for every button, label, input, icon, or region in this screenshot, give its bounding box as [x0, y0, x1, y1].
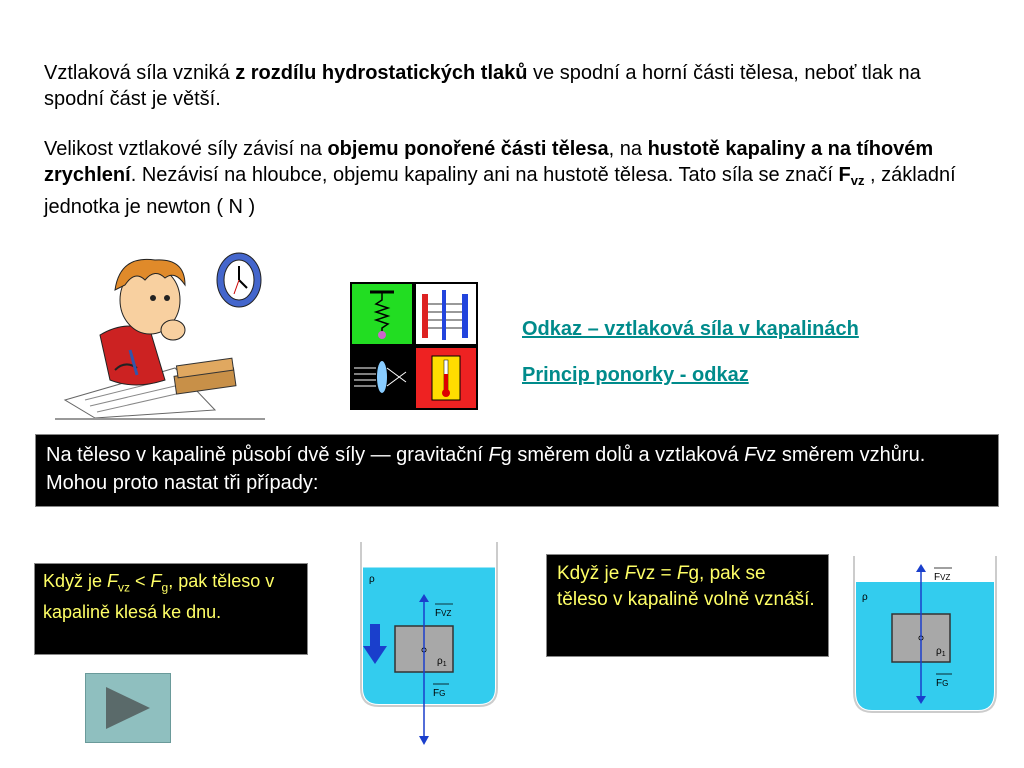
- mag-text-4: , základní jednotka je newton ( N ): [44, 164, 956, 218]
- fvz-label: FVZ: [435, 608, 452, 619]
- mag-bold-2: hustotě kapaliny a na tíhovém zrychlení: [44, 138, 934, 186]
- submarine-link-text[interactable]: Princip ponorky - odkaz: [522, 364, 749, 386]
- sinking-diagram: [355, 538, 505, 752]
- svg-text:ρ1: $\rho_1$: [437, 656, 447, 668]
- next-slide-button[interactable]: [85, 673, 171, 743]
- mag-text-2: , na: [608, 138, 648, 160]
- mag-text-1: Velikost vztlakové síly závisí na: [44, 138, 328, 160]
- case-sinking-box: Když je $F_{vz} < F_g$, pak těleso v kapalině klesá ke dnu.: [34, 563, 308, 655]
- physics-applet-icon[interactable]: [350, 282, 478, 410]
- floating-diagram: [850, 552, 1000, 720]
- mag-bold-1: objemu ponořené části tělesa: [327, 138, 609, 160]
- buoyancy-link-text[interactable]: Odkaz – vztlaková síla v kapalinách: [522, 318, 859, 340]
- intro-text-2: ve spodní a horní části tělesa, neboť tlak na spodní část je větší.: [44, 62, 921, 110]
- intro-paragraph: [44, 60, 974, 112]
- rho-label: ρ: [369, 574, 375, 585]
- svg-text:ρ1: $\rho_1$: [936, 646, 946, 658]
- intro-text-1: Vztlaková síla vzniká: [44, 62, 236, 84]
- intro-bold-1: z rozdílu hydrostatických tlaků: [235, 62, 528, 84]
- clock-icon: [214, 250, 264, 310]
- play-icon: [86, 674, 170, 742]
- fg-label: FG: [433, 688, 446, 699]
- force-symbol: $F_{vz}$: [838, 164, 865, 188]
- rho-label-2: ρ: [862, 592, 868, 603]
- forces-info-box: Na těleso v kapalině působí dvě síly — gravitační Fg směrem dolů a vztlaková Fvz směrem vzhůru. Mohou proto nastat tři případy:: [35, 434, 999, 507]
- buoyancy-link[interactable]: [522, 318, 859, 341]
- fg-label-2: FG: [936, 678, 949, 689]
- case-floating-box: Když je Fvz = Fg, pak se těleso v kapalině volně vznáší.: [546, 554, 829, 657]
- submarine-link[interactable]: [522, 364, 749, 387]
- magnitude-paragraph: [44, 136, 974, 220]
- fvz-label-2: FVZ: [934, 572, 951, 583]
- mag-text-3: . Nezávisí na hloubce, objemu kapaliny ani na hustotě tělesa. Tato síla se značí: [130, 164, 839, 186]
